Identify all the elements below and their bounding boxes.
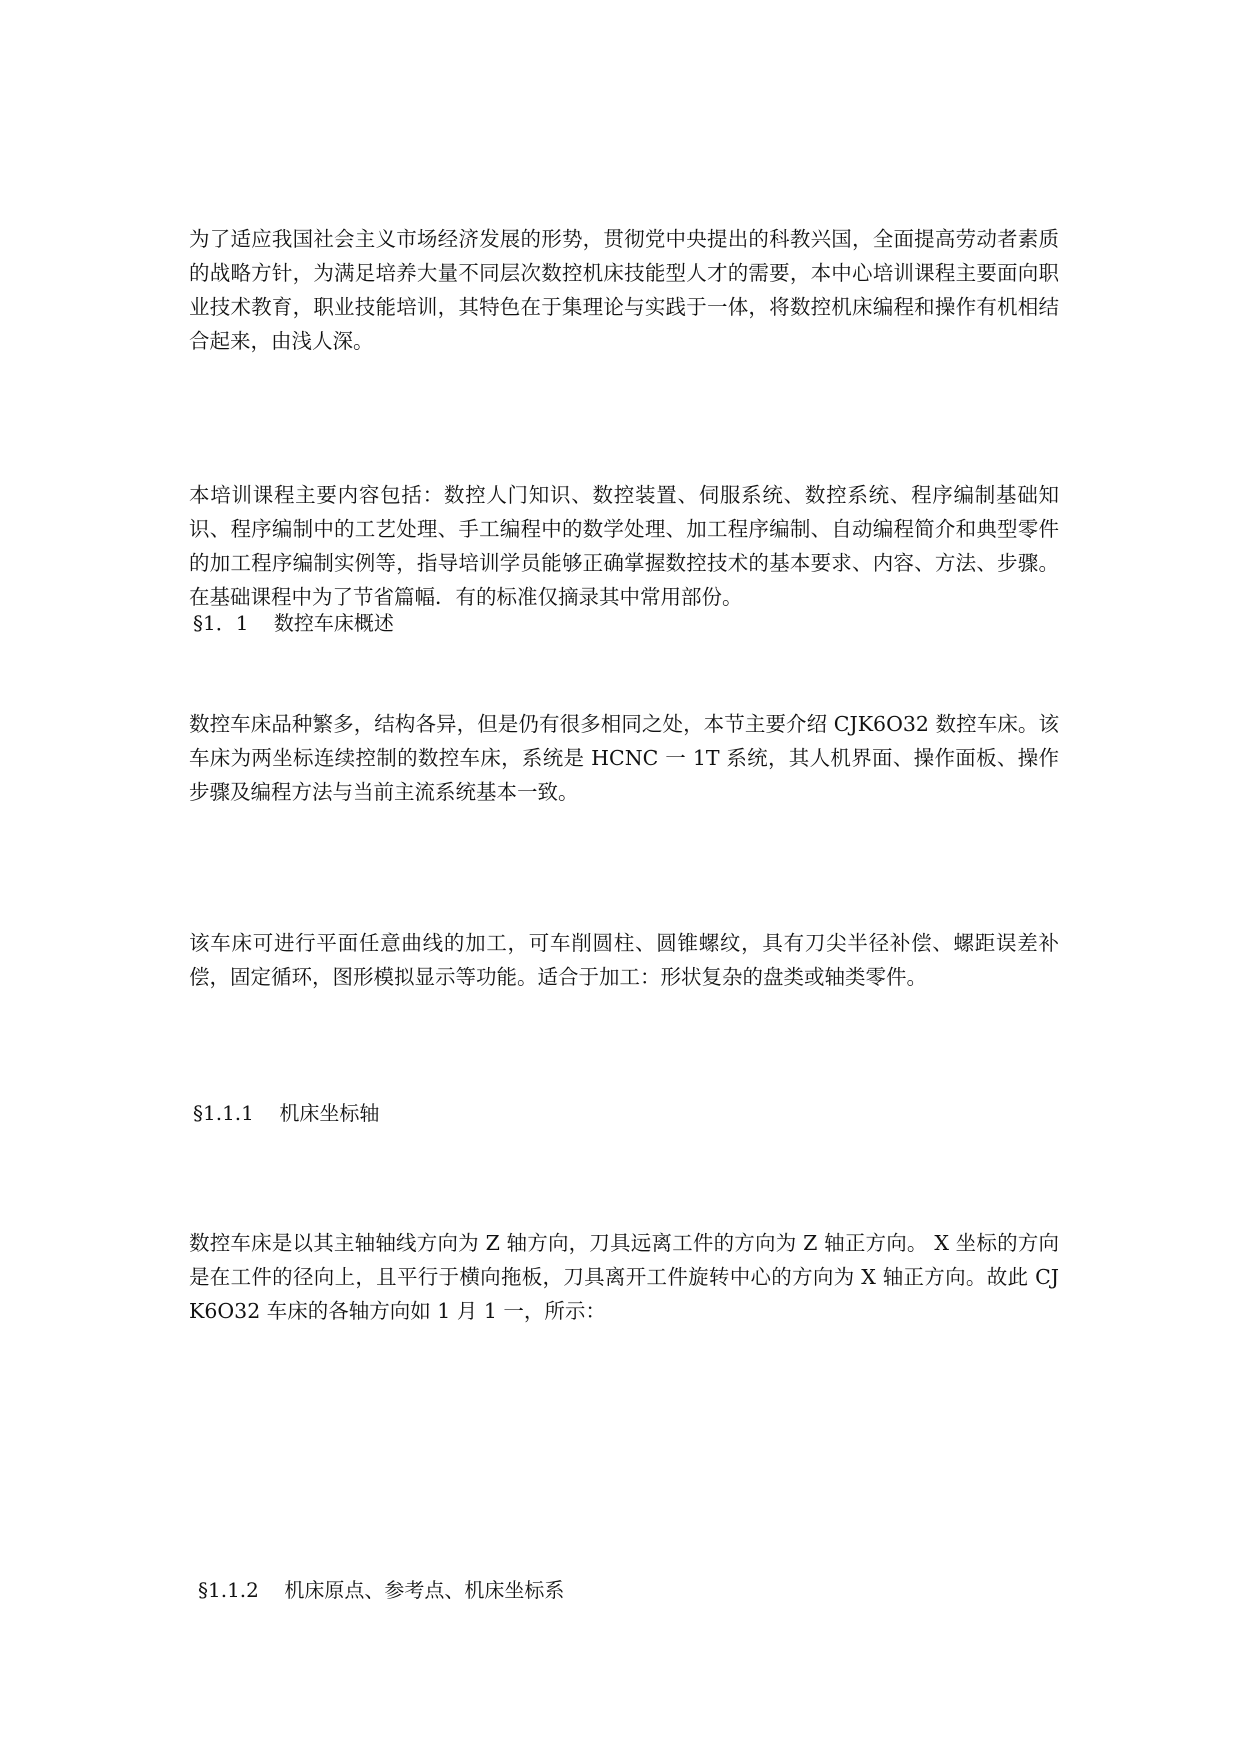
intro-paragraph: 为了适应我国社会主义市场经济发展的形势，贯彻党中央提出的科教兴国，全面提高劳动者素质的战略方针，为满足培养大量不同层次数控机床技能型人才的需要，本中心培训课程主要面向职业技术教育，职业技能培训，其特色在于集理论与实践于一体，将数控机床编程和操作有机相结合起来，由浅人深。	[189, 227, 1059, 353]
section-heading-1-1-1: §1.1.1 机床坐标轴	[193, 1101, 380, 1125]
lathe-overview-paragraph: 数控车床品种繁多，结构各异，但是仍有很多相同之处，本节主要介绍 CJK6O32 数控车床。该车床为两坐标连续控制的数控车床，系统是 HCNC 一 1T 系统，其人机界面、操作面板、操作步骤及编程方法与当前主流系统基本一致。	[189, 712, 1059, 804]
section-heading-1-1: §1．1 数控车床概述	[193, 611, 394, 635]
course-contents-paragraph: 本培训课程主要内容包括：数控人门知识、数控装置、伺服系统、数控系统、程序编制基础知识、程序编制中的工艺处理、手工编程中的数学处理、加工程序编制、自动编程简介和典型零件的加工程序编制实例等，指导培训学员能够正确掌握数控技术的基本要求、内容、方法、步骤。在基础课程中为了节省篇幅．有的标准仅摘录其中常用部份。	[189, 483, 1059, 609]
section-heading-1-1-2: §1.1.2 机床原点、参考点、机床坐标系	[198, 1578, 565, 1602]
lathe-features-paragraph: 该车床可进行平面任意曲线的加工，可车削圆柱、圆锥螺纹，具有刀尖半径补偿、螺距误差补偿，固定循环，图形模拟显示等功能。适合于加工：形状复杂的盘类或轴类零件。	[189, 931, 1059, 989]
axes-description-paragraph: 数控车床是以其主轴轴线方向为 Z 轴方向，刀具远离工件的方向为 Z 轴正方向。 X 坐标的方向是在工件的径向上，且平行于横向拖板，刀具离开工件旋转中心的方向为 X 轴正方向。故此 CJK6O32 车床的各轴方向如 1 月 1 一，所示：	[189, 1231, 1059, 1323]
